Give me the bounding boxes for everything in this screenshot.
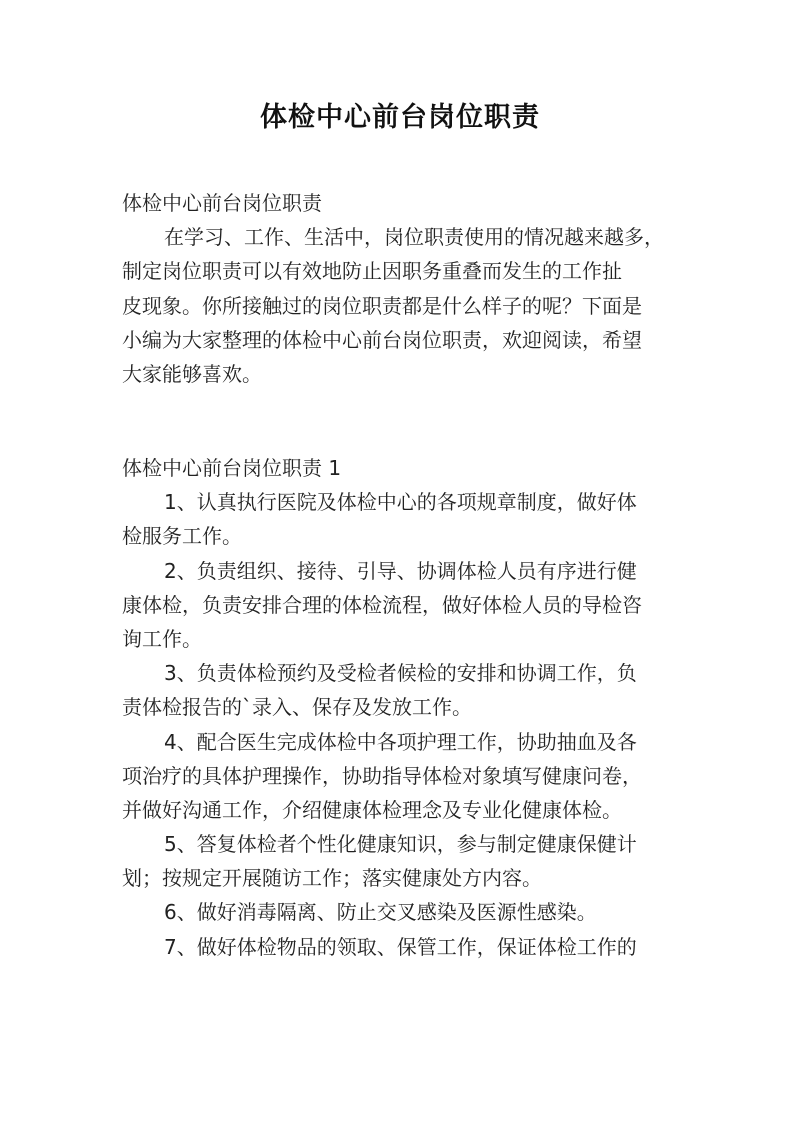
intro-line: 皮现象。你所接触过的岗位职责都是什么样子的呢？下面是 xyxy=(122,293,642,318)
duty-line: 6、做好消毒隔离、防止交叉感染及医源性感染。 xyxy=(164,900,597,925)
intro-line: 在学习、工作、生活中，岗位职责使用的情况越来越多， xyxy=(164,225,664,250)
duty-line: 检服务工作。 xyxy=(122,524,242,549)
duty-line: 责体检报告的`录入、保存及发放工作。 xyxy=(122,695,472,720)
intro-line: 大家能够喜欢。 xyxy=(122,361,262,386)
subtitle: 体检中心前台岗位职责 xyxy=(122,191,322,215)
duty-line: 项治疗的具体护理操作，协助指导体检对象填写健康问卷， xyxy=(122,763,642,788)
duty-line: 并做好沟通工作，介绍健康体检理念及专业化健康体检。 xyxy=(122,797,622,822)
duty-line: 7、做好体检物品的领取、保管工作，保证体检工作的 xyxy=(164,934,637,959)
intro-section xyxy=(122,186,686,391)
duty-line: 3、负责体检预约及受检者候检的安排和协调工作，负 xyxy=(164,661,637,686)
duty-line: 1、认真执行医院及体检中心的各项规章制度，做好体 xyxy=(164,490,637,515)
duty-line: 2、负责组织、接待、引导、协调体检人员有序进行健 xyxy=(164,558,637,583)
duty-line: 4、配合医生完成体检中各项护理工作，协助抽血及各 xyxy=(164,729,637,754)
duty-line: 康体检，负责安排合理的体检流程，做好体检人员的导检咨 xyxy=(122,592,642,617)
intro-line: 小编为大家整理的体检中心前台岗位职责，欢迎阅读，希望 xyxy=(122,327,642,352)
section-heading: 体检中心前台岗位职责 1 xyxy=(122,456,342,480)
duty-line: 5、答复体检者个性化健康知识，参与制定健康保健计 xyxy=(164,832,637,857)
duties-section xyxy=(122,451,686,964)
duty-line: 询工作。 xyxy=(122,626,202,651)
page-title: 体检中心前台岗位职责 xyxy=(260,102,540,133)
duty-line: 划；按规定开展随访工作；落实健康处方内容。 xyxy=(122,866,542,891)
intro-line: 制定岗位职责可以有效地防止因职务重叠而发生的工作扯 xyxy=(122,259,622,284)
